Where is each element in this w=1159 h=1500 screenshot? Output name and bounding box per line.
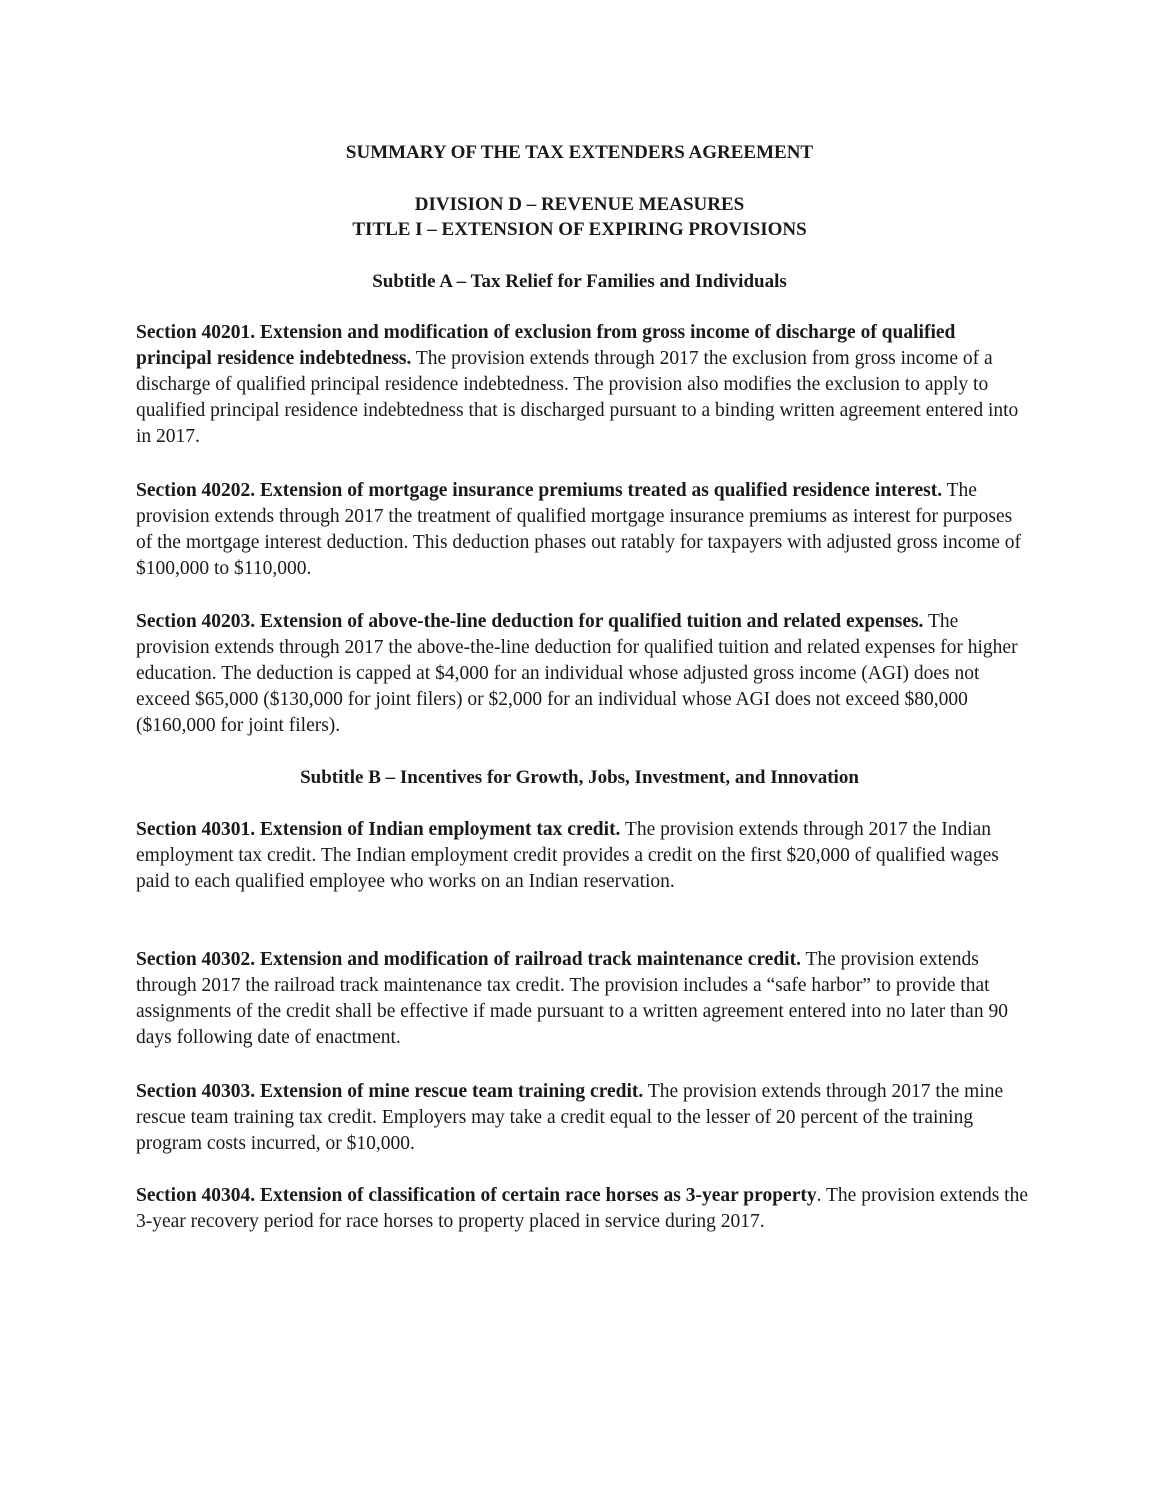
section-40202 <box>136 478 1031 582</box>
section-body: The provision extends through 2017 the Indian employment tax credit. The Indian employment credit provides a credit on the first $20,000 of qualified wages paid to each qualified employee who works on an Indian reservation. <box>136 819 999 892</box>
section-heading: Section 40304. Extension of classification of certain race horses as 3-year property <box>136 1185 817 1206</box>
section-body: The provision extends through 2017 the above-the-line deduction for qualified tuition and related expenses for higher education. The deduction is capped at $4,000 for an individual whose adjusted gross income (AGI) does not exceed $65,000 ($130,000 for joint filers) or $2,000 for an individual whose AGI does not exceed $80,000 ($160,000 for joint filers). <box>136 611 1018 736</box>
section-heading: Section 40301. Extension of Indian employment tax credit. <box>136 819 621 840</box>
section-body: . The provision extends the 3-year recovery period for race horses to property placed in service during 2017. <box>136 1185 1029 1232</box>
section-body: The provision extends through 2017 the railroad track maintenance tax credit. The provision includes a “safe harbor” to provide that assignments of the credit shall be effective if made pursuant to a written agreement entered into no later than 90 days following date of enactment. <box>136 949 1008 1048</box>
section-40203 <box>136 609 1031 739</box>
subtitle-a-heading: Subtitle A – Tax Relief for Families and Individuals <box>372 271 787 292</box>
section-body: The provision extends through 2017 the treatment of qualified mortgage insurance premiums as interest for purposes of the mortgage interest deduction. This deduction phases out ratably for taxpayers with adjusted gross income of $100,000 to $110,000. <box>136 480 1022 579</box>
section-40302 <box>136 947 1031 1051</box>
document-title: SUMMARY OF THE TAX EXTENDERS AGREEMENT <box>345 142 814 163</box>
division-heading: DIVISION D – REVENUE MEASURES <box>414 194 745 215</box>
section-40301 <box>136 817 1031 895</box>
section-40304 <box>136 1183 1031 1235</box>
section-heading: Section 40201. Extension and modification of exclusion from gross income of discharge of qualified principal residence indebtedness. <box>136 322 956 369</box>
section-40201 <box>136 320 1031 450</box>
section-heading: Section 40203. Extension of above-the-line deduction for qualified tuition and related expenses. <box>136 611 924 632</box>
title-heading: TITLE I – EXTENSION OF EXPIRING PROVISIONS <box>352 219 807 240</box>
section-body: The provision extends through 2017 the exclusion from gross income of a discharge of qualified principal residence indebtedness. The provision also modifies the exclusion to apply to qualified principal residence indebtedness that is discharged pursuant to a binding written agreement entered into in 2017. <box>136 348 1019 447</box>
section-heading: Section 40303. Extension of mine rescue team training credit. <box>136 1081 644 1102</box>
section-heading: Section 40302. Extension and modification of railroad track maintenance credit. <box>136 949 801 970</box>
section-body: The provision extends through 2017 the mine rescue team training tax credit. Employers may take a credit equal to the lesser of 20 percent of the training program costs incurred, or $10,000. <box>136 1081 1004 1154</box>
section-heading: Section 40202. Extension of mortgage insurance premiums treated as qualified residence interest. <box>136 480 943 501</box>
subtitle-b-heading: Subtitle B – Incentives for Growth, Jobs, Investment, and Innovation <box>300 767 859 788</box>
section-40303 <box>136 1079 1031 1157</box>
